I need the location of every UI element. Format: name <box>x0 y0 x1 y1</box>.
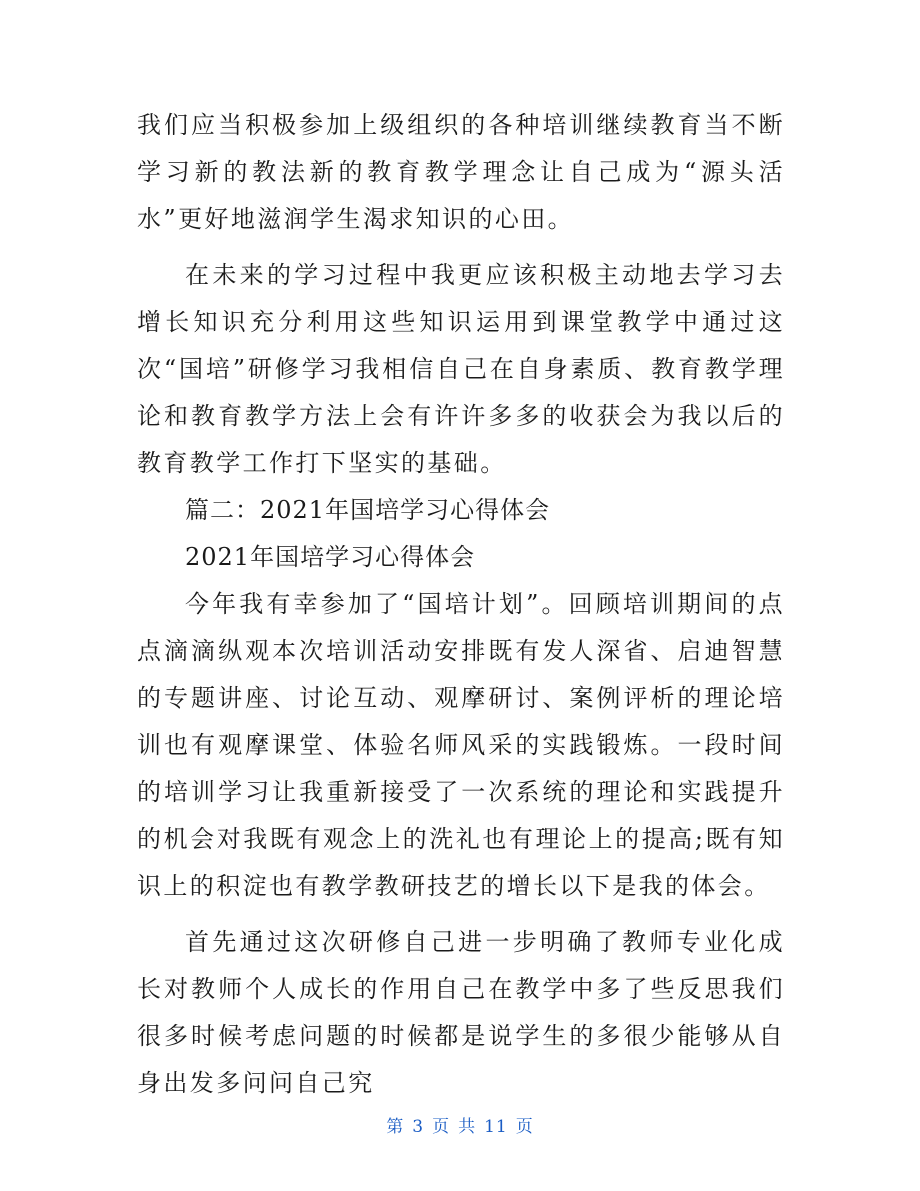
paragraph-future-learning: 在未来的学习过程中我更应该积极主动地去学习去增长知识充分利用这些知识运用到课堂教学中通过这次“国培”研修学习我相信自己在自身素质、教育教学理论和教育教学方法上会有许许多多的收获会为我以后的教育教学工作打下坚实的基础。 <box>137 261 785 477</box>
page-footer <box>0 1112 920 1137</box>
paragraph-first-point: 首先通过这次研修自己进一步明确了教师专业化成长对教师个人成长的作用自己在教学中多了些反思我们很多时候考虑问题的时候都是说学生的多很少能够从自身出发多问问自己究 <box>137 928 785 1097</box>
paragraph-intro: 今年我有幸参加了“国培计划”。回顾培训期间的点点滴滴纵观本次培训活动安排既有发人深省、启迪智慧的专题讲座、讨论互动、观摩研讨、案例评析的理论培训也有观摩课堂、体验名师风采的实践锻炼。一段时间的培训学习让我重新接受了一次系统的理论和实践提升的机会对我既有观念上的洗礼也有理论上的提高;既有知识上的积淀也有教学教研技艺的增长以下是我的体会。 <box>137 590 785 900</box>
section-heading: 篇二：2021年国培学习心得体会 <box>185 496 551 524</box>
footer-suffix: 页 <box>515 1117 534 1137</box>
section-title: 2021年国培学习心得体会 <box>185 543 476 571</box>
footer-page-label: 页 <box>432 1117 451 1137</box>
document-body <box>137 102 785 1107</box>
footer-total-pages: 11 <box>484 1117 508 1137</box>
footer-current-page: 3 <box>412 1117 425 1137</box>
footer-total-label: 共 <box>458 1117 477 1137</box>
footer-prefix: 第 <box>386 1117 405 1137</box>
paragraph-continuation: 我们应当积极参加上级组织的各种培训继续教育当不断学习新的教法新的教育教学理念让自己成为“源头活水”更好地滋润学生渴求知识的心田。 <box>137 111 785 233</box>
